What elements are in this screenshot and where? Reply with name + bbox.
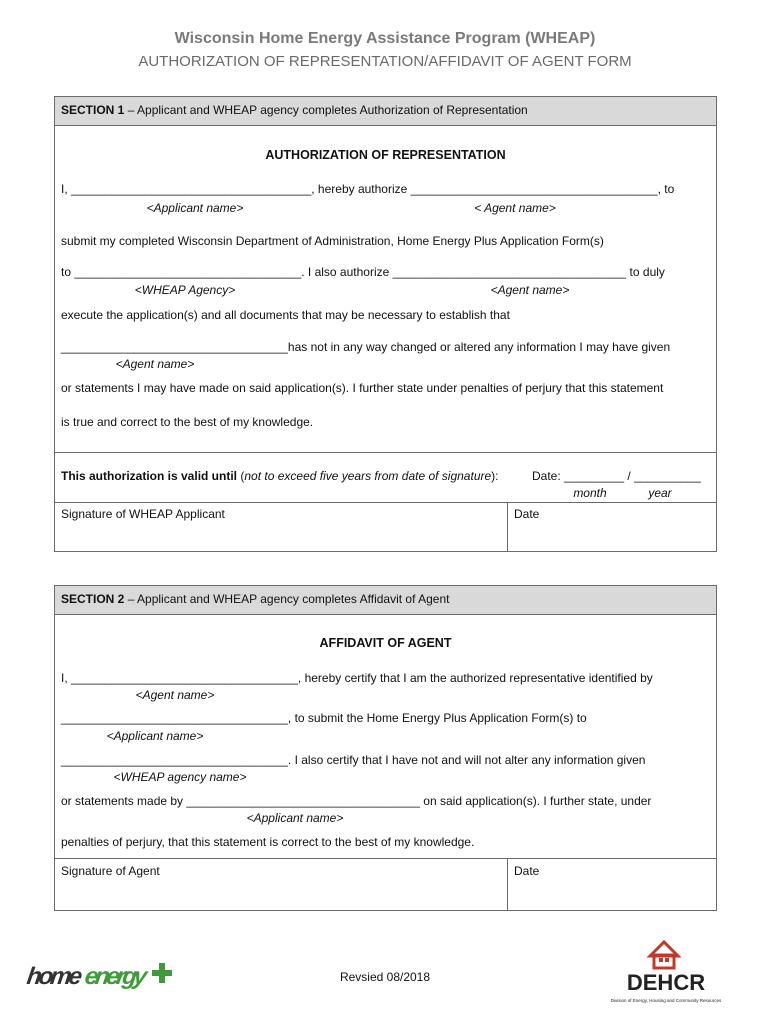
s2-line-certify[interactable]: I, __________________________________, hereby certify that I am the authorized representative identified by bbox=[61, 671, 653, 685]
s2-hint-agency: <WHEAP agency name> bbox=[113, 770, 247, 784]
s1-line-statements: or statements I may have made on said application(s). I further state under penalties of perjury that this statement bbox=[61, 381, 664, 395]
s2-date-field[interactable]: Date bbox=[514, 864, 540, 878]
section-1-title: AUTHORIZATION OF REPRESENTATION bbox=[265, 148, 506, 162]
revised-date: Revsied 08/2018 bbox=[339, 970, 431, 984]
s2-signature-field[interactable]: Signature of Agent bbox=[61, 864, 160, 878]
form-subtitle: AUTHORIZATION OF REPRESENTATION/AFFIDAVIT OF AGENT FORM bbox=[138, 53, 632, 70]
s2-hint-agent: <Agent name> bbox=[135, 688, 215, 702]
s1-date-field[interactable]: Date bbox=[514, 507, 540, 521]
s2-hint-applicant: <Applicant name> bbox=[106, 729, 204, 743]
svg-text:home: home bbox=[25, 963, 85, 990]
dehcr-logo bbox=[606, 938, 726, 1008]
s1-line-agency[interactable]: to __________________________________. I also authorize ___________________________________ to duly bbox=[61, 265, 665, 279]
s1-hint-agency: <WHEAP Agency> bbox=[134, 283, 236, 297]
svg-text:DEHCR: DEHCR bbox=[626, 970, 706, 995]
s1-valid-until: This authorization is valid until (not to exceed five years from date of signature): bbox=[61, 469, 499, 483]
section-2-box bbox=[54, 585, 717, 911]
s1-line-unchanged[interactable]: __________________________________has not in any way changed or altered any information I may have given bbox=[61, 340, 671, 354]
house-icon bbox=[650, 942, 678, 968]
s2-line-statements[interactable]: or statements made by ___________________________________ on said application(s). I further state, under bbox=[61, 794, 652, 808]
s1-line-execute: execute the application(s) and all documents that may be necessary to establish that bbox=[61, 308, 510, 322]
s1-signature-field[interactable]: Signature of WHEAP Applicant bbox=[61, 507, 225, 521]
s1-hint-agent-3: <Agent name> bbox=[115, 357, 195, 371]
s1-line-authorize[interactable]: I, ____________________________________, hereby authorize _____________________________________, to bbox=[61, 182, 675, 196]
s1-valid-date[interactable]: Date: _________ / __________ bbox=[532, 469, 701, 483]
section-1-header bbox=[55, 97, 716, 126]
section-2-title: AFFIDAVIT OF AGENT bbox=[319, 636, 452, 650]
svg-text:Division of Energy, Housing an: Division of Energy, Housing and Community Resources bbox=[610, 998, 722, 1003]
s1-line-submit: submit my completed Wisconsin Department of Administration, Home Energy Plus Application Form(s) bbox=[61, 234, 604, 248]
s2-line-agency[interactable]: __________________________________. I also certify that I have not and will not alter any information given bbox=[61, 753, 646, 767]
section-2-label: SECTION 2 bbox=[61, 592, 125, 606]
section-1-desc: – Applicant and WHEAP agency completes Authorization of Representation bbox=[124, 103, 528, 117]
s2-hint-applicant-2: <Applicant name> bbox=[246, 811, 344, 825]
s1-year-hint: year bbox=[648, 486, 672, 500]
s2-line-submit[interactable]: __________________________________, to submit the Home Energy Plus Application Form(s) to bbox=[61, 711, 587, 725]
section-2-header bbox=[55, 586, 716, 615]
svg-text:energy: energy bbox=[83, 963, 150, 990]
s1-hint-agent: < Agent name> bbox=[474, 201, 556, 215]
s1-line-true: is true and correct to the best of my knowledge. bbox=[61, 415, 314, 429]
s1-month-hint: month bbox=[573, 486, 607, 500]
s1-hint-applicant: <Applicant name> bbox=[146, 201, 244, 215]
section-2-desc: – Applicant and WHEAP agency completes Affidavit of Agent bbox=[124, 592, 450, 606]
form-title: Wisconsin Home Energy Assistance Program (WHEAP) bbox=[174, 30, 596, 47]
section-1-box bbox=[54, 96, 717, 552]
section-1-label: SECTION 1 bbox=[61, 103, 125, 117]
s2-line-perjury: penalties of perjury, that this statement is correct to the best of my knowledge. bbox=[61, 835, 475, 849]
s1-hint-agent-2: <Agent name> bbox=[490, 283, 570, 297]
